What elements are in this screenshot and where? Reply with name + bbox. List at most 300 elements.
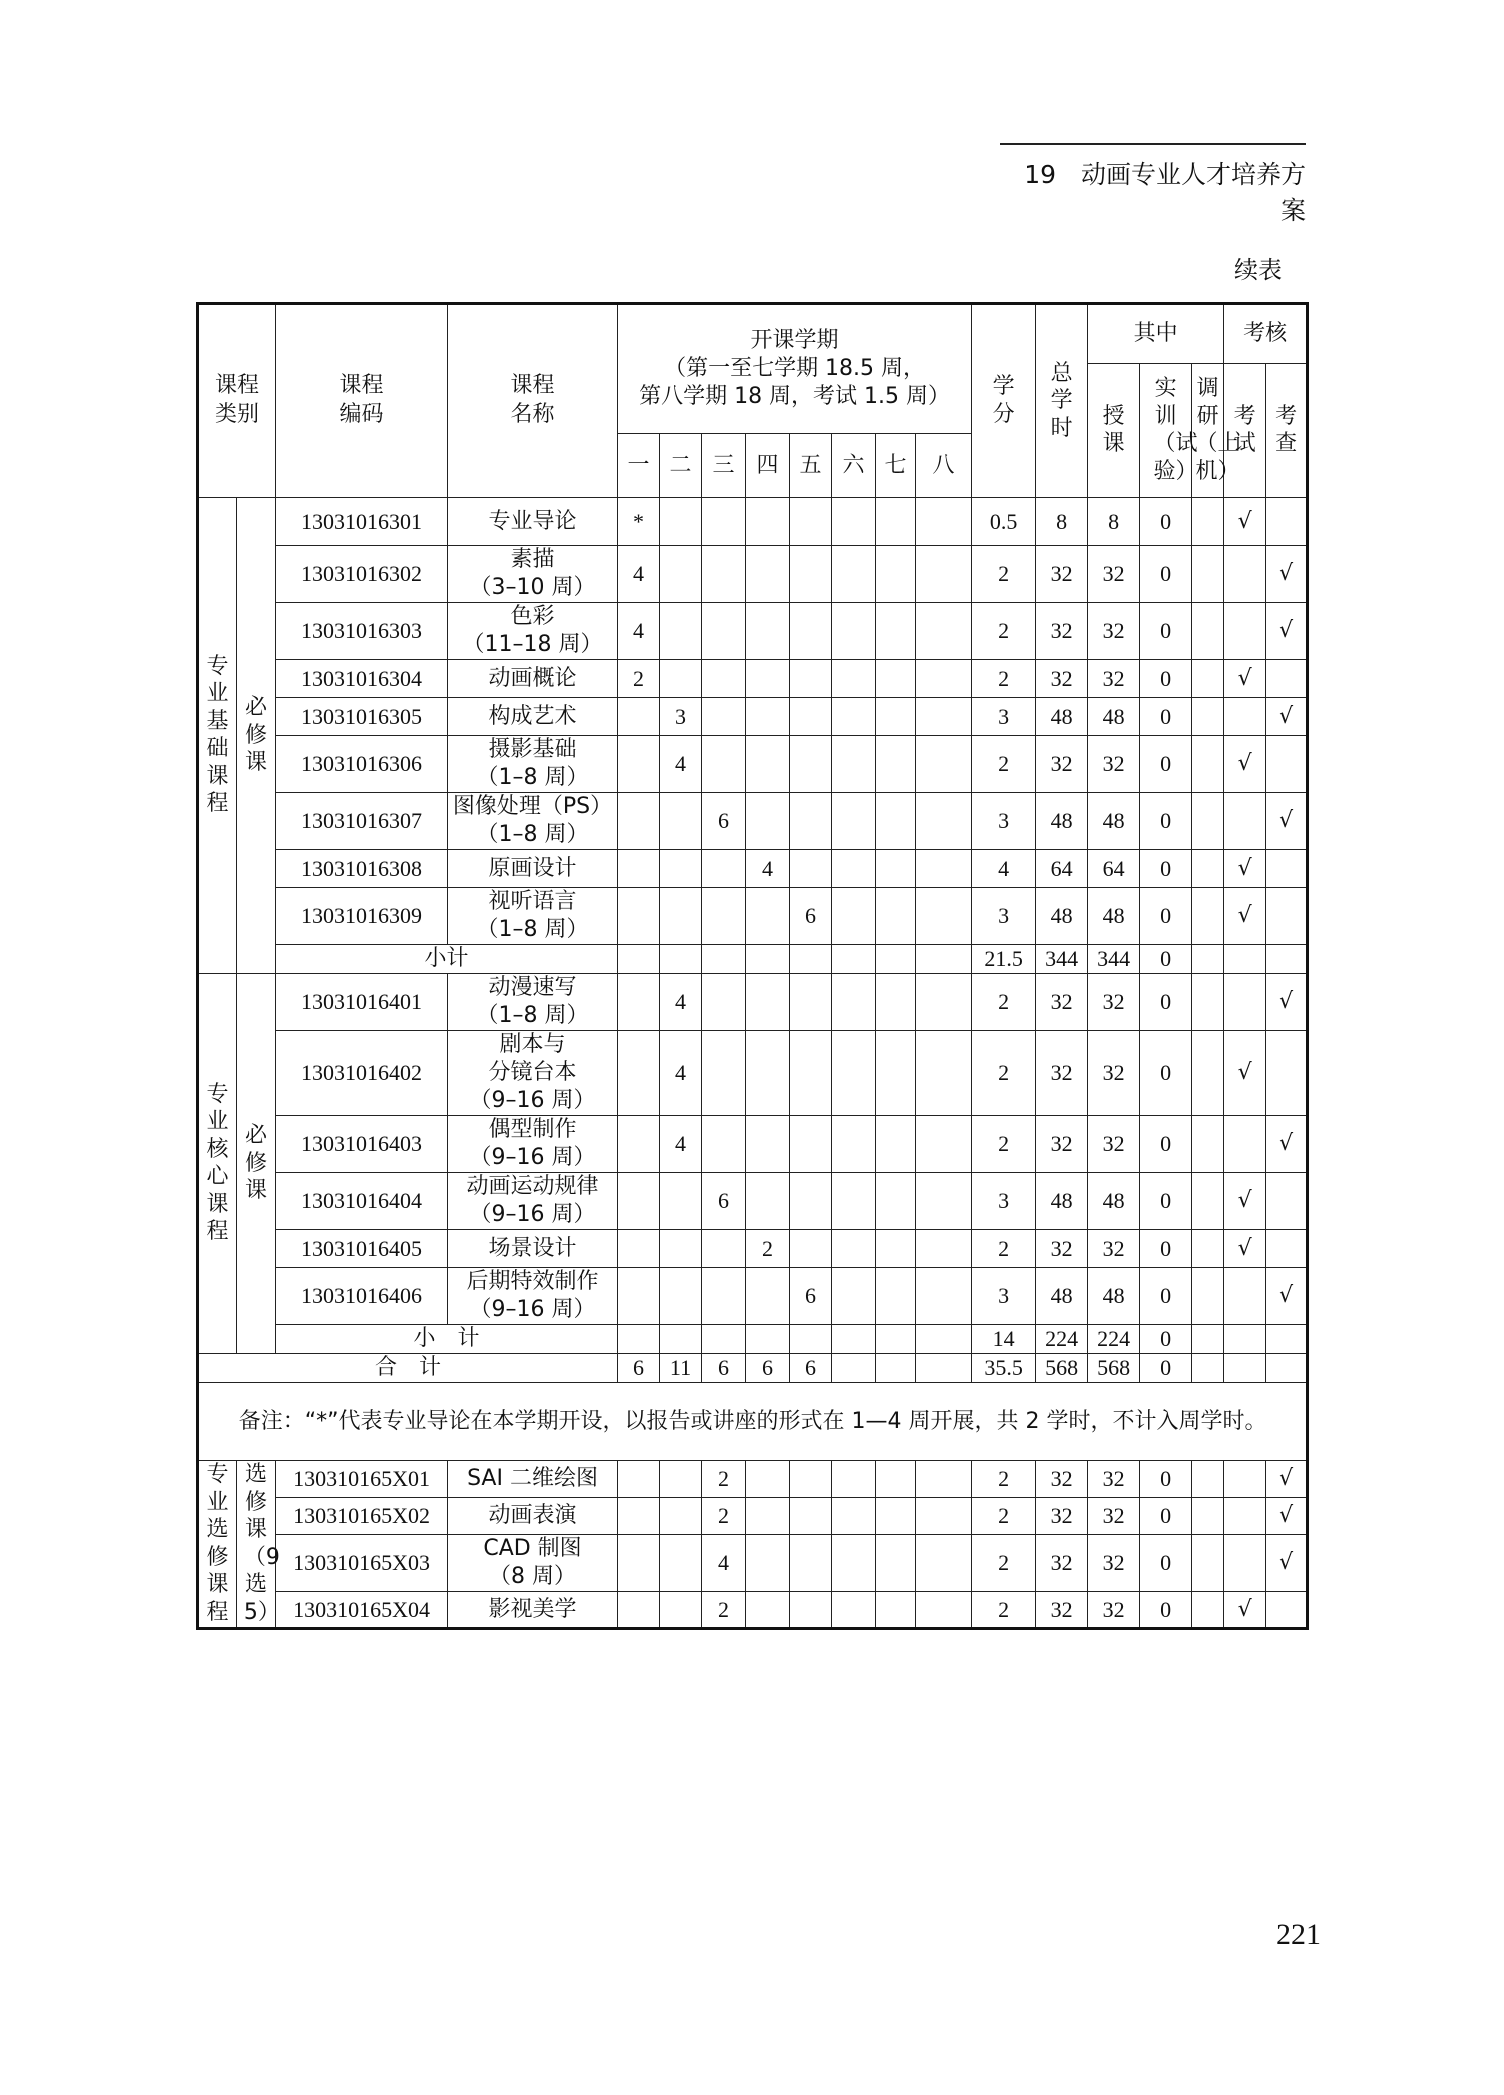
lecture-hours: 48 — [1088, 793, 1140, 850]
header-semester-6: 六 — [832, 434, 876, 498]
semester-hours — [832, 1498, 876, 1535]
credit: 21.5 — [972, 945, 1036, 974]
lecture-hours: 32 — [1088, 1498, 1140, 1535]
semester-hours — [832, 850, 876, 888]
total-hours: 32 — [1036, 1535, 1088, 1592]
exam-mark: √ — [1224, 660, 1266, 698]
semester-hours: 6 — [618, 1354, 660, 1383]
course-code: 13031016302 — [276, 546, 448, 603]
total-hours: 32 — [1036, 1461, 1088, 1498]
lecture-hours: 344 — [1088, 945, 1140, 974]
course-name: 影视美学 — [448, 1592, 618, 1629]
semester-hours: 2 — [618, 660, 660, 698]
lecture-hours: 32 — [1088, 1031, 1140, 1116]
research-hours — [1192, 498, 1224, 546]
research-hours — [1192, 1230, 1224, 1268]
semester-hours — [746, 1498, 790, 1535]
semester-hours — [916, 1354, 972, 1383]
exam-mark — [1224, 698, 1266, 736]
check-mark — [1266, 888, 1308, 945]
course-name: 场景设计 — [448, 1230, 618, 1268]
header-assessment: 考核 — [1224, 304, 1308, 364]
credit: 2 — [972, 1498, 1036, 1535]
semester-hours — [916, 1173, 972, 1230]
exam-mark: √ — [1224, 850, 1266, 888]
semester-hours — [876, 1461, 916, 1498]
semester-hours — [660, 498, 702, 546]
semester-hours — [790, 1173, 832, 1230]
header-research: 调研（上机） — [1192, 364, 1224, 498]
lecture-hours: 32 — [1088, 660, 1140, 698]
semester-hours — [746, 1031, 790, 1116]
semester-hours — [916, 1031, 972, 1116]
exam-mark — [1224, 1325, 1266, 1354]
check-mark — [1266, 850, 1308, 888]
table-row — [198, 1230, 1308, 1268]
course-name: 后期特效制作 （9–16 周） — [448, 1268, 618, 1325]
semester-hours: 6 — [702, 793, 746, 850]
semester-hours — [746, 1535, 790, 1592]
credit: 2 — [972, 660, 1036, 698]
research-hours — [1192, 1116, 1224, 1173]
practice-hours: 0 — [1140, 660, 1192, 698]
category-label: 专业选修课程 — [198, 1461, 237, 1629]
check-mark — [1266, 660, 1308, 698]
course-code: 13031016401 — [276, 974, 448, 1031]
lecture-hours: 48 — [1088, 888, 1140, 945]
semester-hours — [876, 1268, 916, 1325]
table-row — [198, 1116, 1308, 1173]
semester-hours — [916, 498, 972, 546]
table-row — [198, 1535, 1308, 1592]
course-code: 13031016305 — [276, 698, 448, 736]
semester-hours: 4 — [618, 603, 660, 660]
semester-hours — [660, 1592, 702, 1629]
credit: 35.5 — [972, 1354, 1036, 1383]
semester-hours — [916, 850, 972, 888]
semester-hours — [876, 498, 916, 546]
credit: 3 — [972, 1268, 1036, 1325]
course-name: SAI 二维绘图 — [448, 1461, 618, 1498]
header-credit: 学分 — [972, 304, 1036, 498]
curriculum-table — [196, 302, 1309, 1630]
practice-hours: 0 — [1140, 1498, 1192, 1535]
lecture-hours: 48 — [1088, 698, 1140, 736]
practice-hours: 0 — [1140, 1116, 1192, 1173]
exam-mark: √ — [1224, 1230, 1266, 1268]
category-label: 专业基础课程 — [198, 498, 237, 974]
table-row — [198, 698, 1308, 736]
course-name: 专业导论 — [448, 498, 618, 546]
header-practice: 实训（试验） — [1140, 364, 1192, 498]
exam-mark — [1224, 603, 1266, 660]
semester-hours — [876, 603, 916, 660]
check-mark: √ — [1266, 793, 1308, 850]
semester-hours — [876, 1535, 916, 1592]
semester-hours — [618, 1592, 660, 1629]
grand-total-row — [198, 1354, 1308, 1383]
semester-hours — [876, 1031, 916, 1116]
exam-mark: √ — [1224, 1592, 1266, 1629]
semester-hours — [832, 974, 876, 1031]
semester-hours: 4 — [660, 736, 702, 793]
practice-hours: 0 — [1140, 1592, 1192, 1629]
semester-hours: 2 — [702, 1592, 746, 1629]
course-code: 13031016306 — [276, 736, 448, 793]
semester-hours — [660, 603, 702, 660]
semester-hours — [618, 850, 660, 888]
semester-hours: * — [618, 498, 660, 546]
total-hours: 32 — [1036, 736, 1088, 793]
semester-hours — [790, 1498, 832, 1535]
semester-hours — [876, 736, 916, 793]
semester-hours — [790, 498, 832, 546]
semester-hours — [832, 1592, 876, 1629]
credit: 14 — [972, 1325, 1036, 1354]
semester-hours — [702, 546, 746, 603]
table-note: 备注：“*”代表专业导论在本学期开设，以报告或讲座的形式在 1—4 周开展，共 2 学时，不计入周学时。 — [198, 1383, 1308, 1461]
practice-hours: 0 — [1140, 793, 1192, 850]
semester-hours: 6 — [746, 1354, 790, 1383]
lecture-hours: 48 — [1088, 1268, 1140, 1325]
semester-hours — [618, 1535, 660, 1592]
lecture-hours: 568 — [1088, 1354, 1140, 1383]
semester-hours — [916, 603, 972, 660]
semester-hours: 6 — [702, 1173, 746, 1230]
credit: 0.5 — [972, 498, 1036, 546]
research-hours — [1192, 974, 1224, 1031]
semester-hours: 4 — [618, 546, 660, 603]
header-semester-4: 四 — [746, 434, 790, 498]
semester-hours — [832, 1268, 876, 1325]
course-name: 动画表演 — [448, 1498, 618, 1535]
semester-hours — [790, 974, 832, 1031]
semester-hours — [790, 1031, 832, 1116]
header-semester-7: 七 — [876, 434, 916, 498]
total-hours: 32 — [1036, 1230, 1088, 1268]
total-hours: 32 — [1036, 603, 1088, 660]
credit: 2 — [972, 603, 1036, 660]
research-hours — [1192, 945, 1224, 974]
semester-hours — [916, 1498, 972, 1535]
course-name: 动漫速写 （1–8 周） — [448, 974, 618, 1031]
semester-hours — [660, 1461, 702, 1498]
semester-hours — [746, 1461, 790, 1498]
semester-hours — [746, 888, 790, 945]
semester-hours — [876, 1116, 916, 1173]
semester-hours: 6 — [790, 1354, 832, 1383]
check-mark — [1266, 1325, 1308, 1354]
exam-mark — [1224, 945, 1266, 974]
semester-hours — [832, 698, 876, 736]
subtotal-label: 小 计 — [276, 1325, 618, 1354]
semester-hours — [916, 660, 972, 698]
lecture-hours: 8 — [1088, 498, 1140, 546]
header-name: 课程名称 — [448, 304, 618, 498]
semester-hours: 6 — [790, 888, 832, 945]
practice-hours: 0 — [1140, 1230, 1192, 1268]
exam-mark: √ — [1224, 888, 1266, 945]
course-name: 色彩 （11–18 周） — [448, 603, 618, 660]
semester-hours — [618, 1498, 660, 1535]
table-row — [198, 736, 1308, 793]
semester-hours — [876, 698, 916, 736]
total-hours: 32 — [1036, 974, 1088, 1031]
semester-hours — [746, 736, 790, 793]
semester-hours — [618, 698, 660, 736]
course-type-label: 必修课 — [237, 498, 276, 974]
grand-total-label: 合 计 — [198, 1354, 618, 1383]
lecture-hours: 224 — [1088, 1325, 1140, 1354]
semester-hours — [790, 1592, 832, 1629]
practice-hours: 0 — [1140, 1173, 1192, 1230]
check-mark — [1266, 736, 1308, 793]
semester-hours — [790, 736, 832, 793]
semester-hours — [702, 1116, 746, 1173]
check-mark: √ — [1266, 603, 1308, 660]
check-mark: √ — [1266, 1116, 1308, 1173]
check-mark — [1266, 1354, 1308, 1383]
semester-hours — [702, 850, 746, 888]
semester-hours — [660, 888, 702, 945]
semester-hours — [618, 1173, 660, 1230]
total-hours: 32 — [1036, 1031, 1088, 1116]
semester-hours — [790, 546, 832, 603]
semester-hours — [832, 1116, 876, 1173]
semester-hours — [746, 793, 790, 850]
practice-hours: 0 — [1140, 1461, 1192, 1498]
header-semester-1: 一 — [618, 434, 660, 498]
credit: 2 — [972, 736, 1036, 793]
semester-hours: 6 — [790, 1268, 832, 1325]
check-mark — [1266, 1230, 1308, 1268]
practice-hours: 0 — [1140, 974, 1192, 1031]
credit: 2 — [972, 974, 1036, 1031]
semester-hours — [832, 1173, 876, 1230]
course-code: 13031016303 — [276, 603, 448, 660]
research-hours — [1192, 1031, 1224, 1116]
table-row — [198, 498, 1308, 546]
lecture-hours: 48 — [1088, 1173, 1140, 1230]
credit: 2 — [972, 546, 1036, 603]
semester-hours: 6 — [702, 1354, 746, 1383]
header-code: 课程编码 — [276, 304, 448, 498]
semester-hours — [746, 1268, 790, 1325]
semester-hours — [660, 850, 702, 888]
semester-hours — [702, 1230, 746, 1268]
total-hours: 8 — [1036, 498, 1088, 546]
course-code: 13031016307 — [276, 793, 448, 850]
credit: 2 — [972, 1031, 1036, 1116]
semester-hours — [916, 1116, 972, 1173]
exam-mark — [1224, 1498, 1266, 1535]
semester-hours — [702, 1268, 746, 1325]
semester-hours — [618, 888, 660, 945]
semester-hours — [876, 546, 916, 603]
total-hours: 344 — [1036, 945, 1088, 974]
semester-hours — [660, 1325, 702, 1354]
exam-mark — [1224, 1535, 1266, 1592]
semester-hours — [660, 945, 702, 974]
semester-hours — [660, 1498, 702, 1535]
table-row — [198, 603, 1308, 660]
course-name: 偶型制作 （9–16 周） — [448, 1116, 618, 1173]
semester-hours — [876, 974, 916, 1031]
semester-hours — [746, 603, 790, 660]
semester-hours — [916, 1230, 972, 1268]
practice-hours: 0 — [1140, 1354, 1192, 1383]
category-label: 专业核心课程 — [198, 974, 237, 1354]
semester-hours — [746, 945, 790, 974]
lecture-hours: 32 — [1088, 546, 1140, 603]
course-name: 原画设计 — [448, 850, 618, 888]
semester-hours — [618, 793, 660, 850]
practice-hours: 0 — [1140, 498, 1192, 546]
credit: 2 — [972, 1116, 1036, 1173]
semester-hours: 2 — [702, 1461, 746, 1498]
credit: 3 — [972, 698, 1036, 736]
lecture-hours: 32 — [1088, 1535, 1140, 1592]
total-hours: 64 — [1036, 850, 1088, 888]
semester-hours — [876, 1230, 916, 1268]
course-code: 13031016301 — [276, 498, 448, 546]
table-row — [198, 850, 1308, 888]
course-code: 13031016406 — [276, 1268, 448, 1325]
research-hours — [1192, 1461, 1224, 1498]
exam-mark — [1224, 793, 1266, 850]
semester-hours — [702, 736, 746, 793]
research-hours — [1192, 546, 1224, 603]
research-hours — [1192, 850, 1224, 888]
semester-hours — [790, 698, 832, 736]
semester-hours — [790, 603, 832, 660]
practice-hours: 0 — [1140, 888, 1192, 945]
page-number: 221 — [1276, 1918, 1321, 1951]
practice-hours: 0 — [1140, 1031, 1192, 1116]
semester-hours — [660, 1230, 702, 1268]
header-category: 课程类别 — [198, 304, 276, 498]
course-code: 130310165X04 — [276, 1592, 448, 1629]
semester-hours — [702, 1325, 746, 1354]
semester-hours — [746, 1116, 790, 1173]
semester-hours — [618, 945, 660, 974]
lecture-hours: 32 — [1088, 1592, 1140, 1629]
course-name: 图像处理（PS） （1–8 周） — [448, 793, 618, 850]
semester-hours — [618, 1230, 660, 1268]
semester-hours — [746, 974, 790, 1031]
course-code: 13031016405 — [276, 1230, 448, 1268]
table-row — [198, 1031, 1308, 1116]
semester-hours — [618, 974, 660, 1031]
course-code: 13031016308 — [276, 850, 448, 888]
semester-hours — [660, 1535, 702, 1592]
check-mark: √ — [1266, 974, 1308, 1031]
check-mark — [1266, 1173, 1308, 1230]
semester-hours — [876, 1498, 916, 1535]
research-hours — [1192, 1268, 1224, 1325]
semester-hours — [746, 498, 790, 546]
semester-hours: 4 — [660, 974, 702, 1031]
total-hours: 32 — [1036, 1498, 1088, 1535]
table-row — [198, 793, 1308, 850]
semester-hours — [832, 1230, 876, 1268]
semester-hours: 4 — [660, 1031, 702, 1116]
practice-hours: 0 — [1140, 945, 1192, 974]
semester-hours — [790, 850, 832, 888]
header-semester: 开课学期 （第一至七学期 18.5 周， 第八学期 18 周，考试 1.5 周） — [618, 304, 972, 434]
research-hours — [1192, 888, 1224, 945]
semester-hours — [790, 1230, 832, 1268]
research-hours — [1192, 1325, 1224, 1354]
semester-hours — [832, 546, 876, 603]
lecture-hours: 32 — [1088, 974, 1140, 1031]
exam-mark: √ — [1224, 498, 1266, 546]
check-mark — [1266, 1031, 1308, 1116]
table-row — [198, 974, 1308, 1031]
research-hours — [1192, 603, 1224, 660]
total-hours: 48 — [1036, 888, 1088, 945]
total-hours: 32 — [1036, 1592, 1088, 1629]
table-row — [198, 1461, 1308, 1498]
semester-hours — [702, 698, 746, 736]
check-mark: √ — [1266, 698, 1308, 736]
semester-hours — [916, 698, 972, 736]
semester-hours — [702, 1031, 746, 1116]
header-semester-5: 五 — [790, 434, 832, 498]
semester-hours: 3 — [660, 698, 702, 736]
semester-hours — [876, 1592, 916, 1629]
credit: 4 — [972, 850, 1036, 888]
table-row — [198, 660, 1308, 698]
header-exam: 考试 — [1224, 364, 1266, 498]
exam-mark — [1224, 1268, 1266, 1325]
course-name: 素描 （3–10 周） — [448, 546, 618, 603]
semester-hours — [832, 1535, 876, 1592]
practice-hours: 0 — [1140, 1325, 1192, 1354]
practice-hours: 0 — [1140, 546, 1192, 603]
semester-hours — [832, 1325, 876, 1354]
total-hours: 48 — [1036, 1268, 1088, 1325]
course-code: 13031016309 — [276, 888, 448, 945]
header-semester-2: 二 — [660, 434, 702, 498]
semester-hours — [832, 736, 876, 793]
semester-hours — [790, 945, 832, 974]
semester-hours — [702, 603, 746, 660]
course-name: 视听语言 （1–8 周） — [448, 888, 618, 945]
course-name: 构成艺术 — [448, 698, 618, 736]
semester-hours — [876, 793, 916, 850]
total-hours: 48 — [1036, 698, 1088, 736]
semester-hours — [790, 1325, 832, 1354]
semester-hours — [746, 546, 790, 603]
credit: 2 — [972, 1230, 1036, 1268]
practice-hours: 0 — [1140, 1535, 1192, 1592]
research-hours — [1192, 736, 1224, 793]
semester-hours — [832, 1031, 876, 1116]
semester-hours — [746, 1325, 790, 1354]
exam-mark — [1224, 1461, 1266, 1498]
semester-hours — [916, 793, 972, 850]
total-hours: 32 — [1036, 546, 1088, 603]
practice-hours: 0 — [1140, 698, 1192, 736]
course-name: 动画概论 — [448, 660, 618, 698]
semester-hours — [916, 1461, 972, 1498]
semester-hours — [832, 888, 876, 945]
table-row — [198, 546, 1308, 603]
subtotal-row — [198, 945, 1308, 974]
semester-hours — [832, 1461, 876, 1498]
semester-hours — [790, 660, 832, 698]
